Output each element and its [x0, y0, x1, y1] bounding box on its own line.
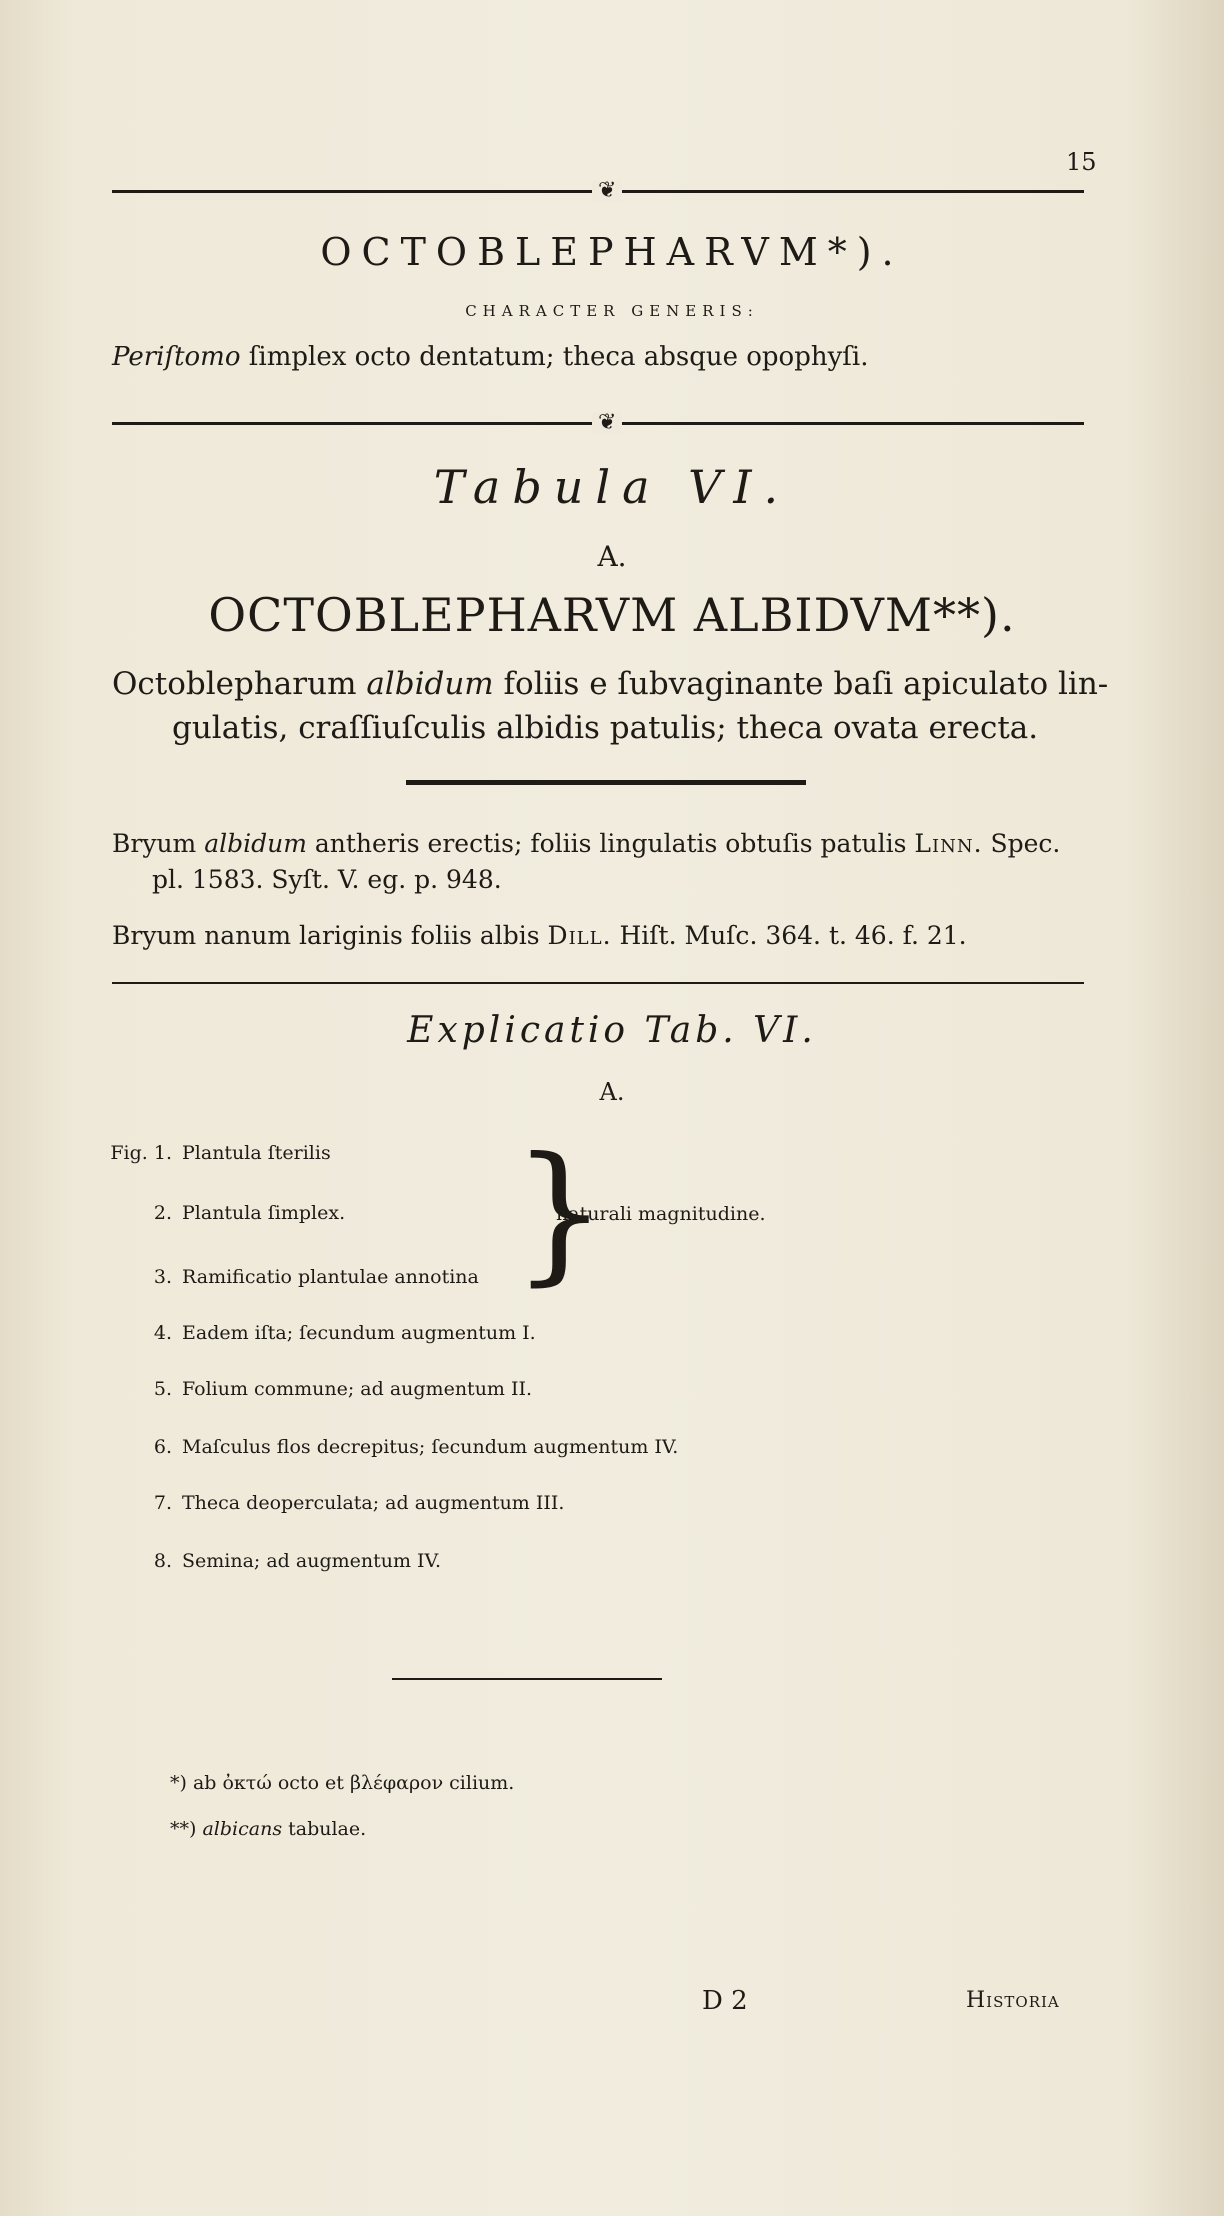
synonym-1 — [112, 826, 1122, 898]
synonym-1-ref-cont: pl. 1583. Syſt. V. eg. p. 948. — [152, 865, 502, 894]
figure-caption: Eadem iſta; ſecundum augmentum I. — [182, 1322, 536, 1344]
figure-caption: Folium commune; ad augmentum II. — [182, 1378, 533, 1400]
footnote-mark: **) — [170, 1818, 197, 1840]
synonym-1-epithet: albidum — [204, 829, 307, 858]
figure-brace: } — [512, 1126, 608, 1300]
figure-caption: Theca deoperculata; ad augmentum III. — [182, 1492, 565, 1514]
synonym-1-genus: Bryum — [112, 829, 205, 858]
figure-number: 8. — [153, 1550, 172, 1572]
synonym-2-description: Bryum nanum lariginis foliis albis — [112, 921, 548, 950]
diagnosis-line1-after: foliis e ſubvaginante baſi apiculato lin- — [493, 666, 1109, 702]
figure-caption: Ramificatio plantulae annotina — [182, 1266, 479, 1288]
figure-7 — [128, 1492, 564, 1514]
figure-number: Fig. 1. — [110, 1142, 172, 1164]
bottom-rule — [392, 1678, 662, 1680]
figure-1 — [104, 1142, 331, 1164]
section-letter: A. — [597, 540, 627, 573]
figure-2 — [128, 1202, 345, 1224]
page-number: 15 — [1066, 148, 1097, 176]
brace-label: naturali magnitudine. — [556, 1203, 766, 1225]
diagnosis-line1-before: Octoblepharum — [112, 666, 367, 702]
synonym-1-description: antheris erectis; foliis lingulatis obtuſis patulis — [306, 829, 915, 858]
footnote-text: tabulae. — [282, 1818, 367, 1840]
figure-caption: Plantula ſterilis — [182, 1142, 331, 1164]
footnote-1 — [170, 1772, 514, 1794]
footnote-text: ab ὀκτώ octo et βλέφαρον cilium. — [186, 1772, 515, 1794]
figure-8 — [128, 1550, 441, 1572]
diagnosis-epithet: albidum — [366, 666, 494, 702]
synonym-2-author: Dill. — [547, 921, 612, 950]
figure-number: 7. — [153, 1492, 172, 1514]
tabula-title: Tabula VI. — [433, 460, 791, 514]
short-rule — [406, 780, 806, 785]
explicatio-rule — [112, 982, 1084, 984]
footnote-2 — [170, 1818, 366, 1840]
peristome-description — [112, 342, 868, 372]
figure-number: 3. — [153, 1266, 172, 1288]
synonym-2-ref: Hiſt. Muſc. 364. t. 46. f. 21. — [611, 921, 967, 950]
second-rule-ornament: ❦ — [592, 412, 622, 434]
figure-4 — [128, 1322, 536, 1344]
synonym-1-author: Linn. — [914, 829, 983, 858]
catchword: Historia — [966, 1988, 1060, 2013]
peristome-rest: ſimplex octo dentatum; theca absque opophyſi. — [240, 342, 869, 372]
explicatio-title: Explicatio Tab. VI. — [407, 1010, 817, 1051]
species-diagnosis — [112, 662, 1112, 750]
synonym-2 — [112, 918, 1122, 954]
figure-caption: Maſculus flos decrepitus; ſecundum augmentum IV. — [182, 1436, 679, 1458]
character-generis-label: CHARACTER GENERIS: — [465, 302, 759, 320]
species-title: OCTOBLEPHARVM ALBIDVM**). — [208, 588, 1016, 642]
figure-number: 2. — [153, 1202, 172, 1224]
diagnosis-line2: gulatis, craſſiuſculis albidis patulis; theca ovata erecta. — [172, 710, 1039, 746]
figure-6 — [128, 1436, 678, 1458]
genus-heading: OCTOBLEPHARVM*). — [320, 230, 904, 274]
synonym-1-ref: Spec. — [982, 829, 1061, 858]
figure-5 — [128, 1378, 532, 1400]
figure-number: 5. — [153, 1378, 172, 1400]
peristome-italic: Periſtomo — [112, 342, 241, 372]
signature-mark: D 2 — [702, 1986, 748, 2016]
footnote-italic: albicans — [202, 1818, 283, 1840]
top-rule-ornament: ❦ — [592, 180, 622, 202]
figure-number: 4. — [153, 1322, 172, 1344]
footnote-mark: *) — [170, 1772, 187, 1794]
figure-caption: Semina; ad augmentum IV. — [182, 1550, 441, 1572]
figure-number: 6. — [153, 1436, 172, 1458]
figure-caption: Plantula ſimplex. — [182, 1202, 346, 1224]
explicatio-letter: A. — [599, 1078, 625, 1106]
figure-3 — [128, 1266, 479, 1288]
